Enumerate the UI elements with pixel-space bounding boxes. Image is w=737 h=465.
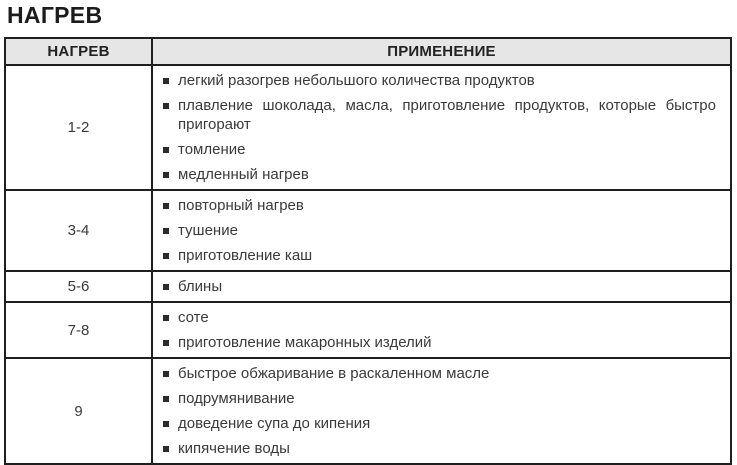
square-bullet-icon [163, 284, 169, 290]
application-cell [152, 302, 731, 358]
heat-table [4, 37, 732, 465]
application-item-text: тушение [178, 222, 238, 239]
application-item [163, 137, 716, 162]
table-header-row [5, 38, 731, 65]
application-item [163, 330, 716, 355]
application-item-text: медленный нагрев [178, 166, 309, 183]
application-cell [152, 65, 731, 190]
heat-level-cell: 1-2 [5, 65, 152, 190]
application-item-text: плавление шоколада, масла, приготовление продуктов, которые быстро пригорают [178, 97, 716, 133]
application-item-text: легкий разогрев небольшого количества продуктов [178, 72, 535, 89]
application-item-text: кипячение воды [178, 440, 290, 457]
heat-level-cell: 9 [5, 358, 152, 464]
application-item [163, 386, 716, 411]
square-bullet-icon [163, 172, 169, 178]
square-bullet-icon [163, 371, 169, 377]
table-row [5, 190, 731, 271]
application-item-text: томление [178, 141, 246, 158]
square-bullet-icon [163, 446, 169, 452]
application-cell [152, 271, 731, 302]
page-title: НАГРЕВ [7, 2, 103, 28]
application-item-text: приготовление каш [178, 247, 313, 264]
application-item-text: соте [178, 309, 209, 326]
application-item [163, 305, 716, 330]
application-item-text: быстрое обжаривание в раскаленном масле [178, 365, 490, 382]
application-cell [152, 190, 731, 271]
square-bullet-icon [163, 421, 169, 427]
table-row [5, 271, 731, 302]
table-row [5, 65, 731, 190]
square-bullet-icon [163, 78, 169, 84]
application-cell [152, 358, 731, 464]
square-bullet-icon [163, 253, 169, 259]
application-item [163, 411, 716, 436]
application-item-text: подрумянивание [178, 390, 295, 407]
square-bullet-icon [163, 396, 169, 402]
application-item-text: приготовление макаронных изделий [178, 334, 432, 351]
application-item [163, 218, 716, 243]
application-item [163, 361, 716, 386]
application-item-text: повторный нагрев [178, 197, 304, 214]
application-item-text: доведение супа до кипения [178, 415, 371, 432]
table-body [5, 65, 731, 464]
application-item-text: блины [178, 278, 223, 295]
application-item [163, 274, 716, 299]
application-item [163, 243, 716, 268]
heat-level-cell: 3-4 [5, 190, 152, 271]
column-header-application: ПРИМЕНЕНИЕ [152, 38, 731, 65]
square-bullet-icon [163, 340, 169, 346]
column-header-heat: НАГРЕВ [5, 38, 152, 65]
table-row [5, 302, 731, 358]
application-item [163, 93, 716, 137]
application-item [163, 68, 716, 93]
table-row [5, 358, 731, 464]
heat-level-cell: 7-8 [5, 302, 152, 358]
square-bullet-icon [163, 103, 169, 109]
square-bullet-icon [163, 228, 169, 234]
application-item [163, 193, 716, 218]
square-bullet-icon [163, 203, 169, 209]
application-item [163, 436, 716, 461]
heat-level-cell: 5-6 [5, 271, 152, 302]
square-bullet-icon [163, 147, 169, 153]
application-item [163, 162, 716, 187]
square-bullet-icon [163, 315, 169, 321]
